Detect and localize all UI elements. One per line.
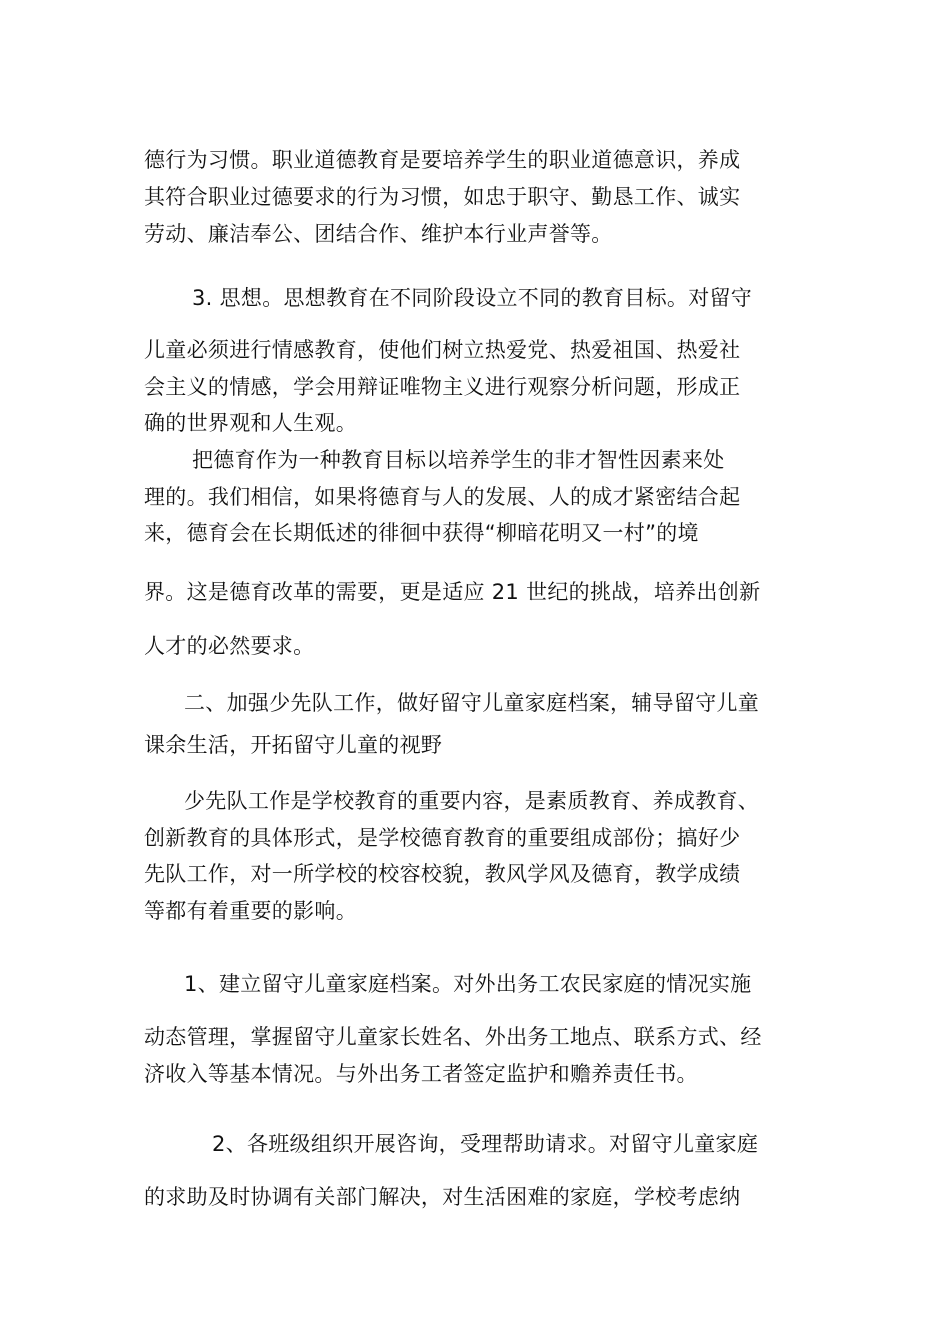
text-line: 儿童必须进行情感教育，使他们树立热爱党、热爱祖国、热爱社: [144, 338, 741, 362]
text-line: 人才的必然要求。: [144, 634, 315, 658]
text-line: 德行为习惯。职业道德教育是要培养学生的职业道德意识，养成: [144, 148, 741, 172]
text-line: 先队工作，对一所学校的校容校貌，教风学风及德育，教学成绩: [144, 862, 741, 886]
section-heading: 课余生活，开拓留守儿童的视野: [144, 733, 443, 757]
text-line: 来，德育会在长期低述的徘徊中获得“柳暗花明又一村”的境: [144, 521, 699, 545]
text-line: 2、各班级组织开展咨询，受理帮助请求。对留守儿童家庭: [212, 1132, 759, 1156]
text-line: 其符合职业过德要求的行为习惯，如忠于职守、勤恳工作、诚实: [144, 185, 741, 209]
text-line: 确的世界观和人生观。: [144, 411, 357, 435]
text-line: 少先队工作是学校教育的重要内容，是素质教育、养成教育、: [184, 789, 760, 813]
text-line: 会主义的情感，学会用辩证唯物主义进行观察分析问题，形成正: [144, 375, 741, 399]
text-line: 等都有着重要的影响。: [144, 899, 357, 923]
text-line: 理的。我们相信，如果将德育与人的发展、人的成才紧密结合起: [144, 485, 741, 509]
text-line: 3. 思想。思想教育在不同阶段设立不同的教育目标。对留守: [192, 286, 753, 310]
text-line: 济收入等基本情况。与外出务工者签定监护和赡养责任书。: [144, 1062, 698, 1086]
text-line: 创新教育的具体形式，是学校德育教育的重要组成部份；搞好少: [144, 826, 741, 850]
text-line: 1、建立留守儿童家庭档案。对外出务工农民家庭的情况实施: [184, 972, 752, 996]
text-line: 劳动、廉洁奉公、团结合作、维护本行业声誉等。: [144, 222, 613, 246]
section-heading: 二、加强少先队工作，做好留守儿童家庭档案，辅导留守儿童: [184, 691, 760, 715]
text-line: 界。这是德育改革的需要，更是适应 21 世纪的挑战，培养出创新: [144, 580, 761, 604]
text-line: 的求助及时协调有关部门解决，对生活困难的家庭，学校考虑纳: [144, 1185, 741, 1209]
text-line: 把德育作为一种教育目标以培养学生的非才智性因素来处: [192, 448, 725, 472]
text-line: 动态管理，掌握留守儿童家长姓名、外出务工地点、联系方式、经: [144, 1025, 762, 1049]
